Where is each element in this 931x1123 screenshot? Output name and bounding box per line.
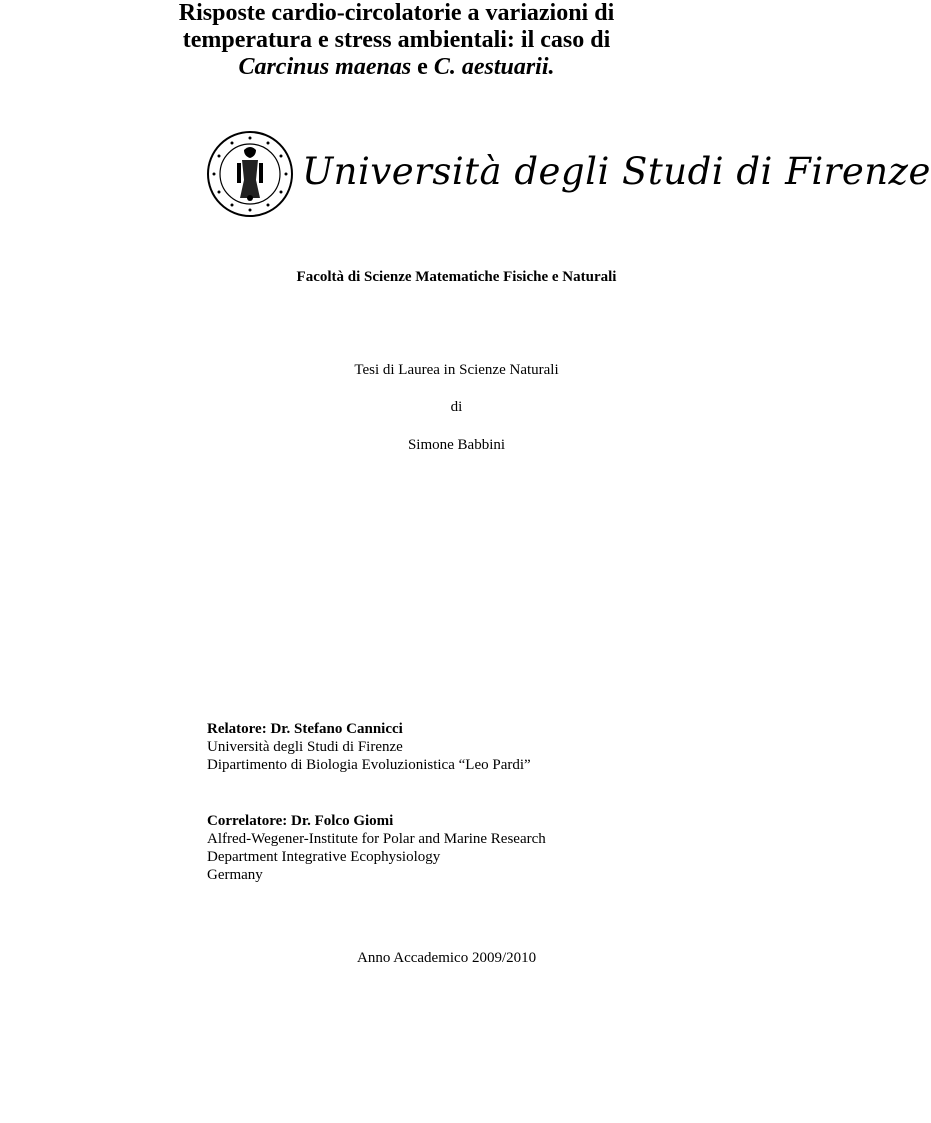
supervisor-affiliation-1: Università degli Studi di Firenze — [207, 739, 403, 755]
thesis-type: Tesi di Laurea in Scienze Naturali — [354, 362, 559, 378]
title-conjunction: e — [417, 54, 428, 80]
co-supervisor-affiliation-2: Department Integrative Ecophysiology — [207, 849, 441, 865]
co-supervisor-block — [207, 812, 546, 884]
co-supervisor-heading: Correlatore: Dr. Folco Giomi — [207, 813, 394, 829]
university-name: Università degli Studi di Firenze — [302, 150, 931, 193]
co-supervisor-affiliation-3: Germany — [207, 867, 263, 883]
co-supervisor-affiliation-1: Alfred-Wegener-Institute for Polar and Marine Research — [207, 831, 546, 847]
supervisor-heading: Relatore: Dr. Stefano Cannicci — [207, 721, 403, 737]
species-name-1: Carcinus maenas — [238, 54, 412, 80]
thesis-title-line-1: Risposte cardio-circolatorie a variazioni di — [178, 0, 615, 26]
supervisor-affiliation-2: Dipartimento di Biologia Evoluzionistica “Leo Pardi” — [207, 757, 531, 773]
faculty-name: Facoltà di Scienze Matematiche Fisiche e Naturali — [296, 269, 617, 285]
thesis-author: Simone Babbini — [407, 437, 506, 453]
university-seal-icon — [206, 130, 294, 218]
thesis-by: di — [450, 399, 463, 415]
supervisor-block — [207, 720, 531, 774]
species-name-2: C. aestuarii. — [433, 54, 555, 80]
thesis-title-line-3 — [0, 54, 793, 81]
academic-year: Anno Accademico 2009/2010 — [357, 950, 537, 966]
thesis-title-line-2: temperatura e stress ambientali: il caso di — [182, 27, 611, 53]
